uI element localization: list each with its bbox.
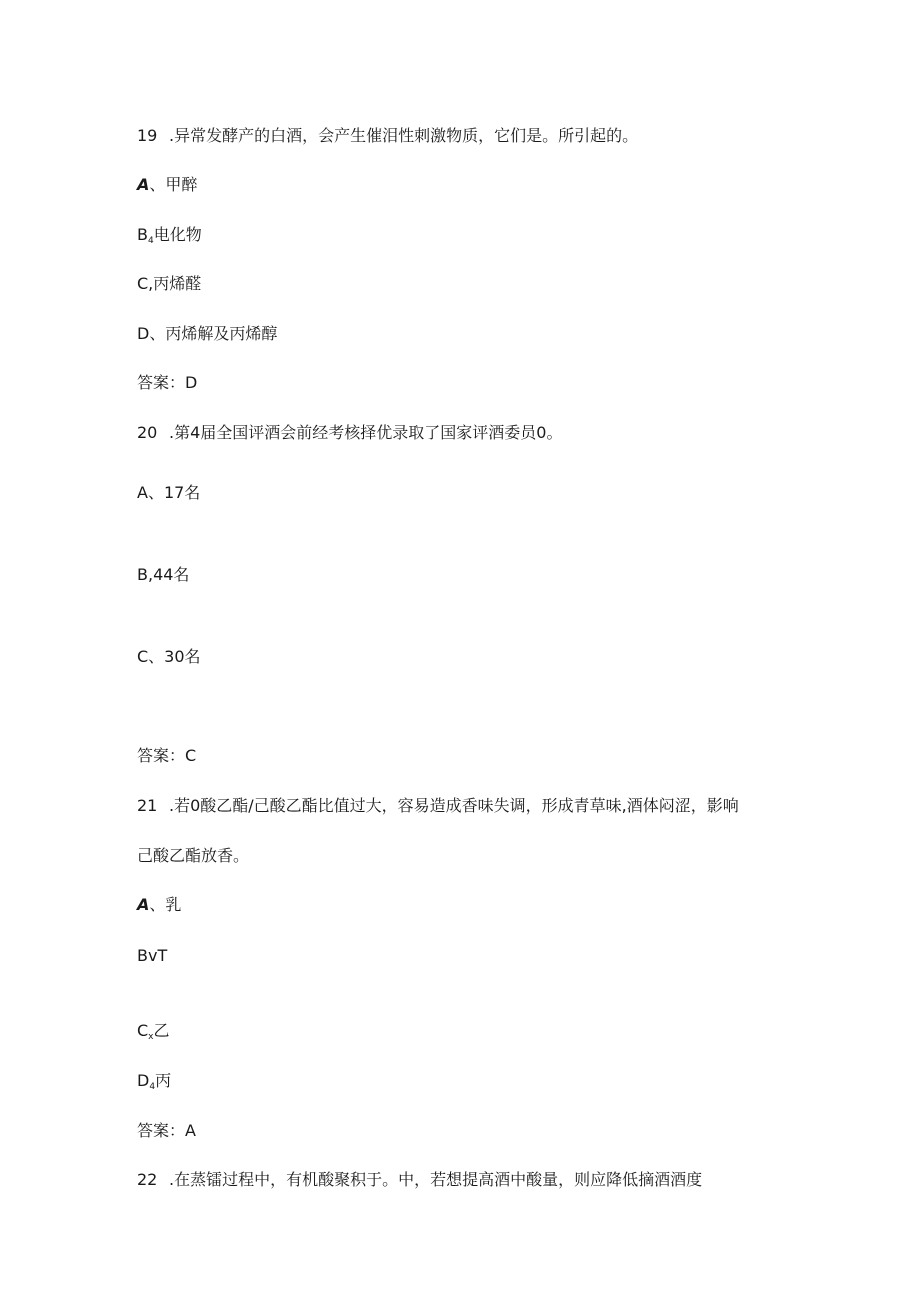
option-text: 丙 — [155, 1071, 172, 1090]
answer-21: 答案：A — [137, 1121, 196, 1140]
option-text: 乙 — [153, 1021, 170, 1040]
option-text: C,丙烯醛 — [137, 274, 202, 293]
option-letter: A — [137, 175, 150, 194]
question-text: .异常发酵产的白酒，会产生催泪性刺激物质，它们是。所引起的。 — [169, 126, 639, 145]
question-number: 22 — [137, 1170, 158, 1189]
option-text: D、丙烯解及丙烯醇 — [137, 324, 278, 343]
option-letter: D — [137, 1071, 150, 1090]
question-text: .第4届全国评酒会前经考核择优录取了国家评酒委员0。 — [169, 423, 563, 442]
question-number: 21 — [137, 796, 158, 815]
option-a — [137, 895, 181, 915]
option-letter: A — [137, 895, 150, 914]
answer-19: 答案：D — [137, 373, 198, 392]
option-subscript: x — [148, 1032, 154, 1042]
option-c — [137, 647, 201, 667]
option-d — [137, 324, 277, 344]
option-text: C、30名 — [137, 647, 201, 666]
question-19 — [137, 126, 638, 146]
question-20 — [137, 423, 562, 443]
option-c — [137, 1021, 170, 1047]
option-b — [137, 565, 189, 585]
question-number: 20 — [137, 423, 158, 442]
option-text: A、17名 — [137, 483, 201, 502]
option-b — [137, 225, 202, 251]
question-22 — [137, 1170, 702, 1190]
question-21-continued: 己酸乙酯放香。 — [137, 846, 250, 865]
option-c — [137, 274, 201, 294]
question-21 — [137, 796, 739, 816]
answer-20: 答案：C — [137, 746, 197, 765]
option-text: 、乳 — [149, 895, 182, 914]
option-subscript: 4 — [147, 236, 154, 246]
option-letter: C — [137, 1021, 149, 1040]
question-number: 19 — [137, 126, 158, 145]
option-a — [137, 175, 197, 195]
option-text: 电化物 — [153, 225, 202, 244]
question-text: .在蒸镭过程中，有机酸聚积于。中，若想提高酒中酸量，则应降低摘酒酒度 — [169, 1170, 703, 1189]
option-d — [137, 1071, 171, 1097]
question-text: .若0酸乙酯/己酸乙酯比值过大，容易造成香味失调，形成青草味,酒体闷涩，影响 — [169, 796, 739, 815]
option-subscript: 4 — [149, 1082, 156, 1092]
option-b — [137, 946, 167, 966]
option-a — [137, 483, 200, 503]
option-text: 、甲醉 — [149, 175, 198, 194]
option-text: BvT — [137, 946, 168, 965]
option-letter: B — [137, 225, 148, 244]
option-text: B,44名 — [137, 565, 190, 584]
